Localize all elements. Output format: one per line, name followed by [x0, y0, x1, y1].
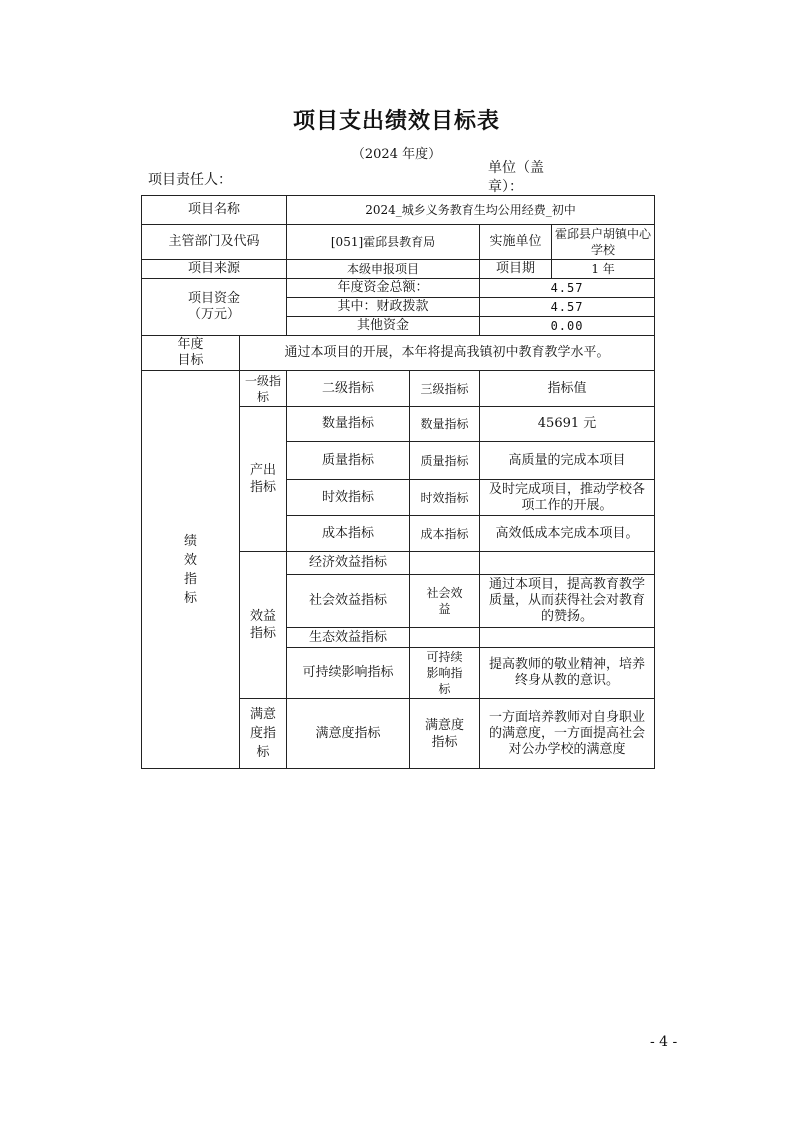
satisfaction-l3-text: 满意度指标	[425, 717, 465, 750]
output-value: 及时完成项目，推动学校各项工作的开展。	[480, 480, 655, 516]
source-value: 本级申报项目	[287, 260, 480, 279]
output-value: 高效低成本完成本项目。	[480, 516, 655, 552]
total-funds-label: 年度资金总额：	[287, 279, 480, 298]
output-l2: 成本指标	[287, 516, 410, 552]
annual-goal-label	[142, 336, 240, 371]
page-title: 项目支出绩效目标表	[292, 109, 500, 134]
annual-goal-label-line1: 年度	[177, 337, 204, 352]
satisfaction-l3	[410, 699, 480, 769]
benefit-indicators-label	[240, 552, 287, 699]
output-indicators-text: 产出指标	[249, 463, 276, 495]
benefit-l3-text: 社会效益	[426, 586, 463, 616]
output-l3: 数量指标	[410, 407, 480, 442]
table-row	[142, 371, 655, 407]
funds-label-line1: 项目资金	[188, 291, 241, 306]
source-label: 项目来源	[142, 260, 287, 279]
funds-label	[142, 279, 287, 336]
benefit-value	[480, 552, 655, 575]
fiscal-funds-value: 4.57	[480, 298, 655, 317]
satisfaction-indicators-label	[240, 699, 287, 769]
responsible-label: 项目责任人：	[148, 172, 232, 188]
level2-header: 二级指标	[287, 371, 410, 407]
performance-indicators-label	[142, 371, 240, 769]
benefit-value: 通过本项目，提高教育教学质量，从而获得社会对教育的赞扬。	[480, 575, 655, 628]
output-l3: 时效指标	[410, 480, 480, 516]
output-value: 高质量的完成本项目	[480, 442, 655, 480]
output-l2: 时效指标	[287, 480, 410, 516]
project-name-label: 项目名称	[142, 196, 287, 225]
performance-table	[141, 195, 655, 769]
satisfaction-value: 一方面培养教师对自身职业的满意度，一方面提高社会对公办学校的满意度	[480, 699, 655, 769]
satisfaction-indicators-text: 满意度指标	[249, 707, 276, 760]
output-l3: 质量指标	[410, 442, 480, 480]
project-name-value: 2024_城乡义务教育生均公用经费_初中	[287, 196, 655, 225]
other-funds-value: 0.00	[480, 317, 655, 336]
benefit-l3	[410, 552, 480, 575]
output-value: 45691 元	[480, 407, 655, 442]
benefit-indicators-text: 效益指标	[249, 609, 276, 641]
value-header: 指标值	[480, 371, 655, 407]
benefit-l3	[410, 575, 480, 628]
other-funds-label: 其他资金	[287, 317, 480, 336]
benefit-l2: 经济效益指标	[287, 552, 410, 575]
year-subtitle: （2024 年度）	[351, 147, 442, 162]
unit-label: 单位（盖章）：	[488, 160, 544, 195]
impl-value: 霍邱县户胡镇中心学校	[552, 225, 655, 260]
period-label: 项目期	[480, 260, 552, 279]
funds-label-line2: （万元）	[188, 307, 241, 322]
table-row	[142, 279, 655, 298]
level3-header: 三级指标	[410, 371, 480, 407]
annual-goal-label-line2: 目标	[177, 353, 204, 368]
benefit-value: 提高教师的敬业精神，培养终身从教的意识。	[480, 648, 655, 699]
benefit-l3-text: 可持续影响指标	[426, 650, 463, 696]
benefit-value	[480, 628, 655, 648]
page-number: - 4 -	[650, 1034, 678, 1050]
level1-header: 一级指标	[240, 371, 287, 407]
annual-goal-value: 通过本项目的开展，本年将提高我镇初中教育教学水平。	[240, 336, 655, 371]
benefit-l3	[410, 648, 480, 699]
output-indicators-label	[240, 407, 287, 552]
output-l2: 质量指标	[287, 442, 410, 480]
period-value: 1 年	[552, 260, 655, 279]
benefit-l2: 社会效益指标	[287, 575, 410, 628]
satisfaction-l2: 满意度指标	[287, 699, 410, 769]
dept-value: [051]霍邱县教育局	[287, 225, 480, 260]
table-row	[142, 196, 655, 225]
table-row	[142, 260, 655, 279]
benefit-l2: 生态效益指标	[287, 628, 410, 648]
fiscal-funds-label: 其中：财政拨款	[287, 298, 480, 317]
dept-label: 主管部门及代码	[142, 225, 287, 260]
performance-indicators-text: 绩效指标	[183, 533, 197, 606]
benefit-l2: 可持续影响指标	[287, 648, 410, 699]
total-funds-value: 4.57	[480, 279, 655, 298]
output-l2: 数量指标	[287, 407, 410, 442]
output-l3: 成本指标	[410, 516, 480, 552]
impl-label: 实施单位	[480, 225, 552, 260]
table-row	[142, 336, 655, 371]
table-row	[142, 225, 655, 260]
benefit-l3	[410, 628, 480, 648]
